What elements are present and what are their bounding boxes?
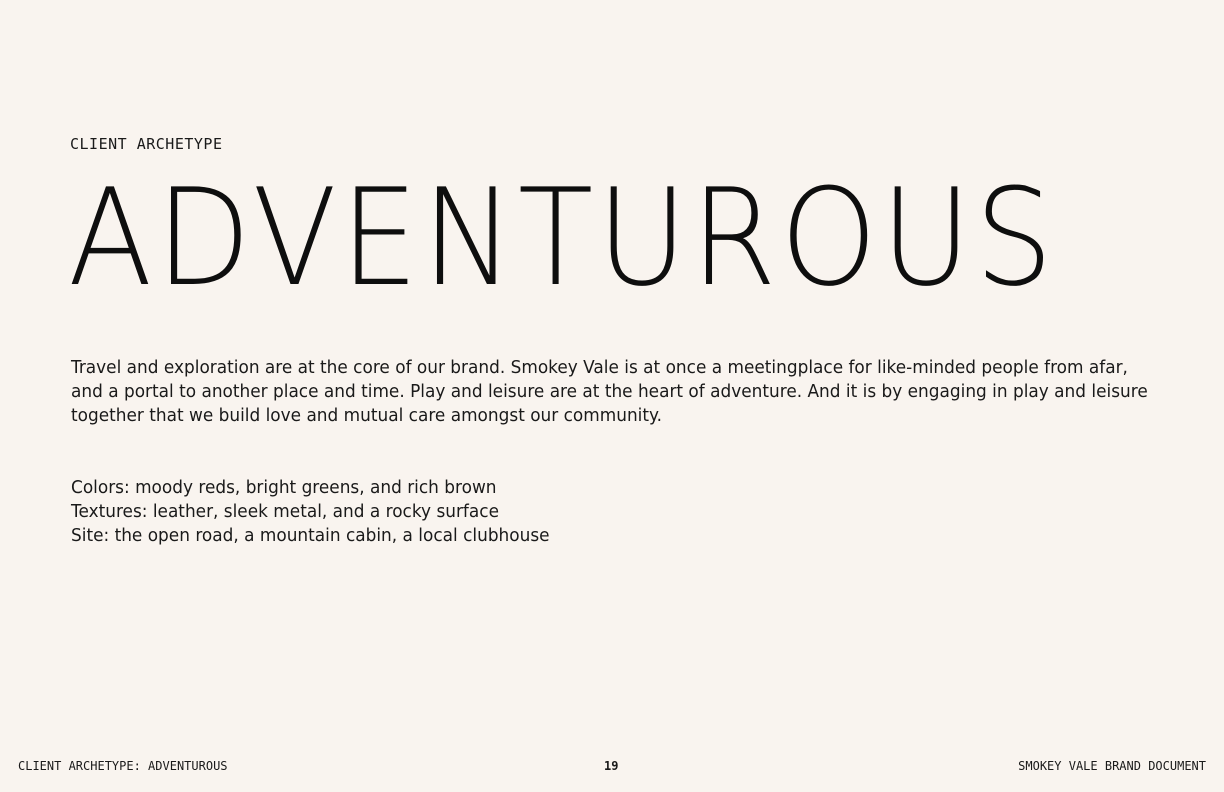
page-footer: [18, 759, 1206, 775]
footer-document-title: SMOKEY VALE BRAND DOCUMENT: [1018, 759, 1206, 773]
details-list: [71, 476, 550, 548]
detail-textures: Textures: leather, sleek metal, and a rocky surface: [71, 501, 499, 522]
footer-section-label: CLIENT ARCHETYPE: ADVENTUROUS: [18, 759, 228, 773]
body-paragraph: Travel and exploration are at the core of our brand. Smokey Vale is at once a meetingplace for like-minded people from afar, and a portal to another place and time. Play and leisure are at the heart of adventure. And it is by engaging in play and leisure together that we build love and mutual care amongst our community.: [71, 357, 1148, 426]
detail-site: Site: the open road, a mountain cabin, a local clubhouse: [71, 525, 550, 546]
page-number: 19: [604, 759, 619, 773]
page-title: ADVENTUROUS: [68, 160, 1057, 316]
section-eyebrow: CLIENT ARCHETYPE: [70, 135, 223, 153]
detail-colors: Colors: moody reds, bright greens, and rich brown: [71, 477, 497, 498]
